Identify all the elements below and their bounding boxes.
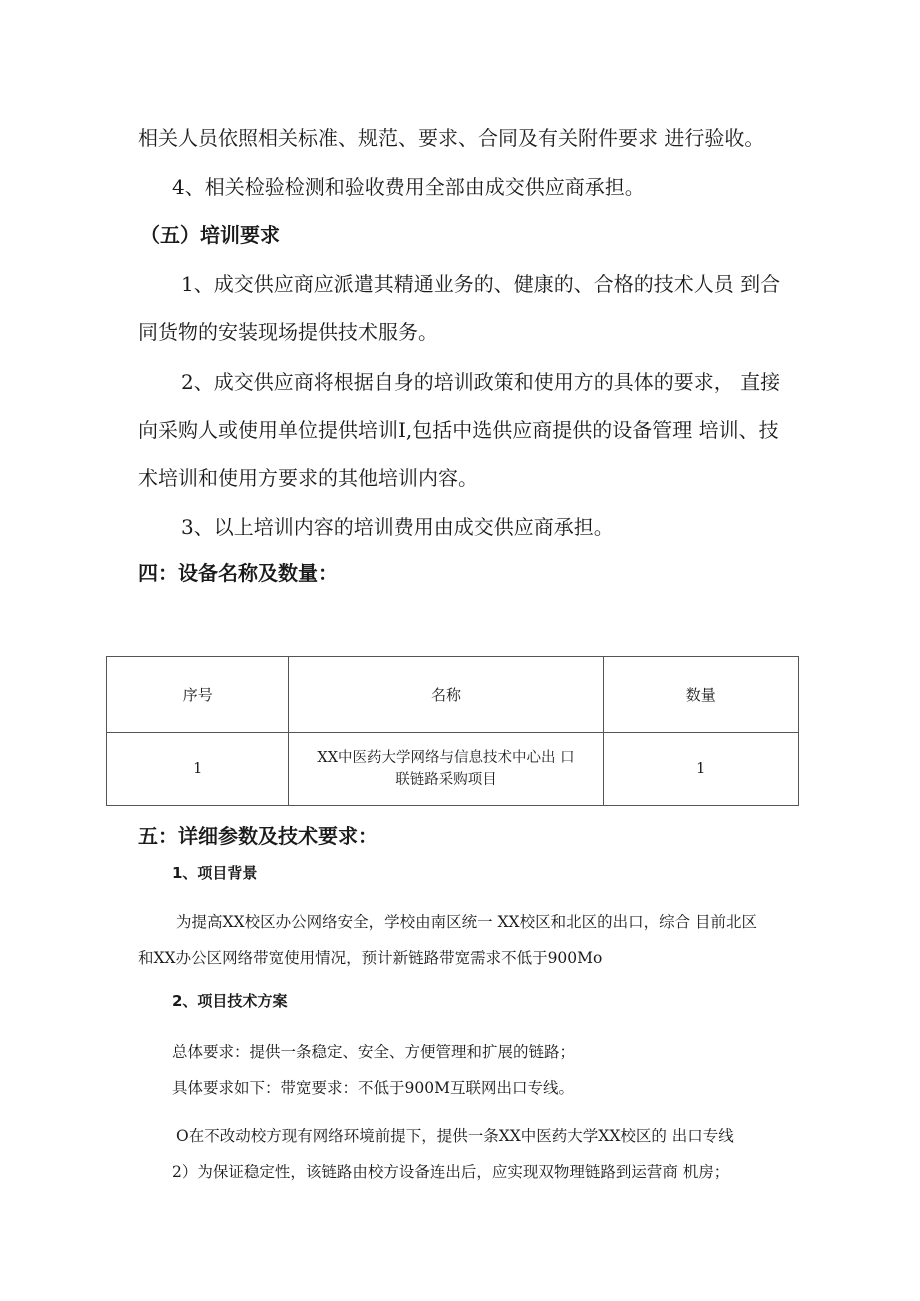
equipment-heading: 四：设备名称及数量： (138, 561, 338, 585)
acceptance-item-4: 4、相关检验检测和验收费用全部由成交供应商承担。 (172, 175, 645, 199)
training-item-3: 3、以上培训内容的培训费用由成交供应商承担。 (181, 515, 614, 539)
training-item-2-line-3: 术培训和使用方要求的其他培训内容。 (138, 466, 478, 490)
background-line-2: 和XX办公区网络带宽使用情况，预计新链路带宽需求不低于900Mo (138, 949, 603, 967)
column-header-name: 名称 (289, 657, 603, 733)
table-header-row (107, 657, 799, 733)
details-heading: 五：详细参数及技术要求： (138, 824, 378, 848)
plan-item-1: O在不改动校方现有网络环境前提下，提供一条XX中医药大学XX校区的 出口专线 (176, 1127, 734, 1145)
training-item-2-line-1: 2、成交供应商将根据自身的培训政策和使用方的具体的要求， 直接 (181, 370, 781, 394)
background-line-1: 为提高XX校区办公网络安全，学校由南区统一 XX校区和北区的出口，综合 目前北区 (176, 913, 757, 931)
plan-specific: 具体要求如下：带宽要求：不低于900M互联网出口专线。 (172, 1079, 574, 1097)
cell-name-line-2: 联链路采购项目 (395, 772, 497, 788)
column-header-index: 序号 (107, 657, 289, 733)
training-item-1-line-1: 1、成交供应商应派遣其精通业务的、健康的、合格的技术人员 到合 (181, 272, 781, 296)
cell-index: 1 (107, 733, 289, 806)
plan-heading: 2、项目技术方案 (172, 992, 288, 1010)
training-item-2-line-2: 向采购人或使用单位提供培训I,包括中选供应商提供的设备管理 培训、技 (138, 418, 779, 442)
column-header-quantity: 数量 (603, 657, 798, 733)
table-row (107, 733, 799, 806)
plan-item-2: 2）为保证稳定性，该链路由校方设备连出后，应实现双物理链路到运营商 机房； (172, 1163, 730, 1181)
cell-name-line-1: XX中医药大学网络与信息技术中心出 口 (317, 750, 575, 766)
training-item-1-line-2: 同货物的安装现场提供技术服务。 (138, 320, 438, 344)
plan-overall: 总体要求：提供一条稳定、安全、方便管理和扩展的链路； (172, 1043, 576, 1061)
training-heading: （五）培训要求 (140, 223, 280, 247)
background-heading: 1、项目背景 (172, 864, 258, 882)
acceptance-text-continued: 相关人员依照相关标准、规范、要求、合同及有关附件要求 进行验收。 (138, 126, 765, 150)
equipment-table (106, 656, 799, 806)
cell-name (289, 733, 603, 806)
cell-quantity: 1 (603, 733, 798, 806)
